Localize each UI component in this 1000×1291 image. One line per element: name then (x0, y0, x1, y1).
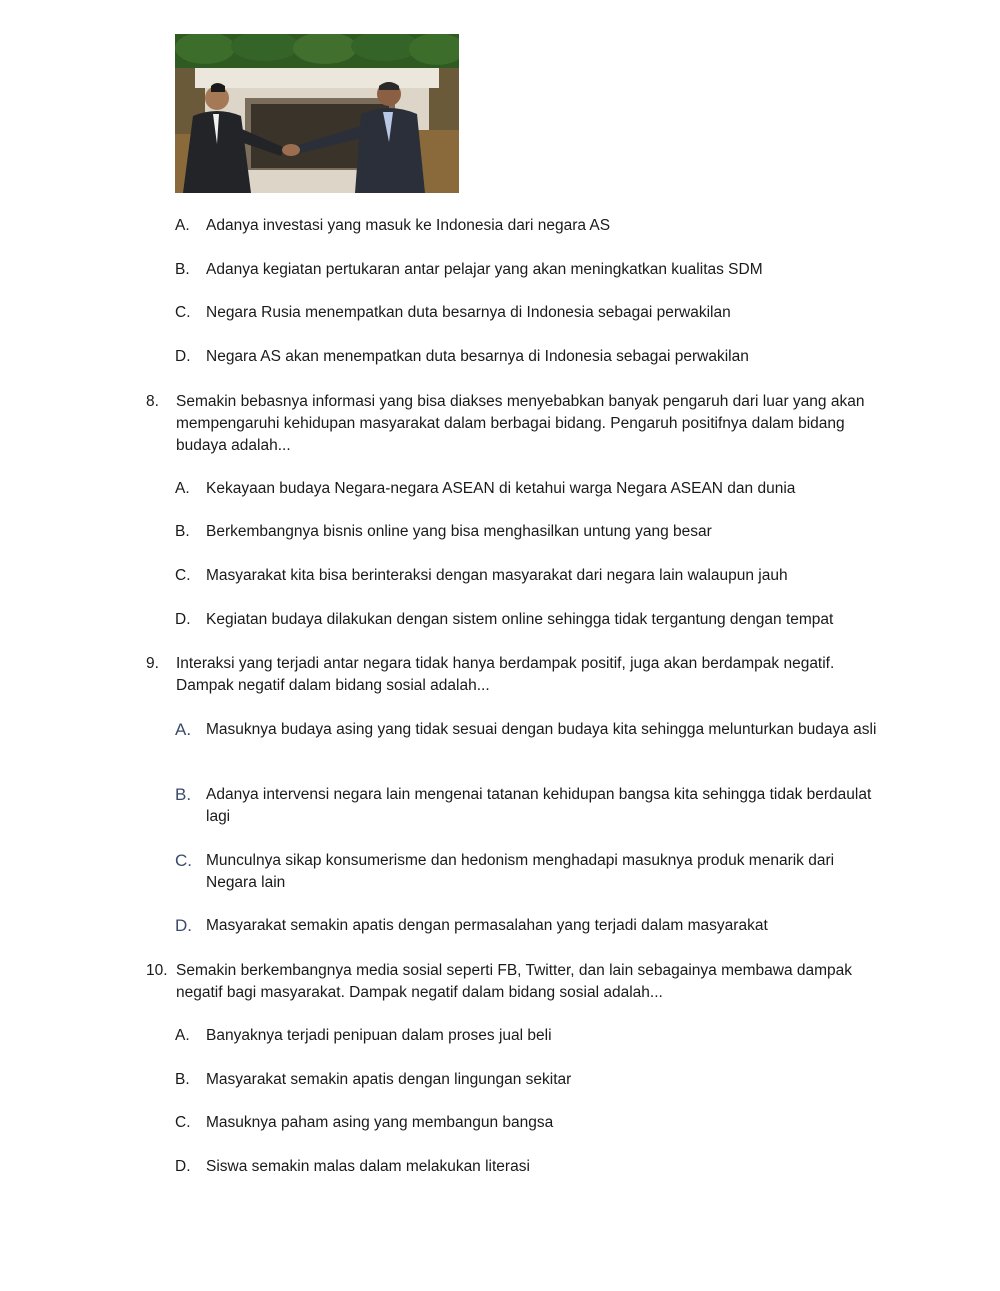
q8-option-b[interactable] (175, 521, 885, 543)
option-letter: D. (175, 1158, 191, 1175)
question-8 (146, 391, 886, 457)
option-letter: A. (175, 480, 190, 497)
option-text: Adanya kegiatan pertukaran antar pelajar yang akan meningkatkan kualitas SDM (206, 261, 763, 278)
option-text: Kegiatan budaya dilakukan dengan sistem online sehingga tidak tergantung dengan tempat (206, 611, 834, 628)
option-text: Masuknya paham asing yang membangun bangsa (206, 1114, 554, 1131)
q7-option-c[interactable] (175, 302, 885, 324)
question-number: 10. (146, 962, 168, 979)
question-text: Semakin bebasnya informasi yang bisa diakses menyebabkan banyak pengaruh dari luar yang akan mempengaruhi kehidupan masyarakat dalam berbagai bidang. Pengaruh positifnya dalam bidang budaya adalah... (176, 393, 865, 454)
option-text: Masyarakat semakin apatis dengan permasalahan yang terjadi dalam masyarakat (206, 917, 768, 934)
option-text: Adanya intervensi negara lain mengenai tatanan kehidupan bangsa kita sehingga tidak berdaulat lagi (206, 786, 872, 825)
question-number: 9. (146, 655, 159, 672)
option-letter: B. (175, 785, 192, 804)
option-letter: C. (175, 1114, 191, 1131)
q10-option-a[interactable] (175, 1025, 885, 1047)
q8-option-c[interactable] (175, 565, 885, 587)
option-letter: C. (175, 851, 192, 870)
option-letter: A. (175, 720, 192, 739)
q9-option-d[interactable] (175, 915, 885, 937)
q10-option-d[interactable] (175, 1156, 885, 1178)
question-text: Interaksi yang terjadi antar negara tidak hanya berdampak positif, juga akan berdampak negatif. Dampak negatif dalam bidang sosial adalah... (176, 655, 835, 694)
q9-option-b[interactable] (175, 784, 885, 828)
option-text: Negara Rusia menempatkan duta besarnya di Indonesia sebagai perwakilan (206, 304, 731, 321)
option-letter: C. (175, 304, 191, 321)
q10-option-c[interactable] (175, 1112, 885, 1134)
option-text: Kekayaan budaya Negara-negara ASEAN di ketahui warga Negara ASEAN dan dunia (206, 480, 796, 497)
q10-option-b[interactable] (175, 1069, 885, 1091)
option-text: Masyarakat semakin apatis dengan lingungan sekitar (206, 1071, 572, 1088)
option-text: Adanya investasi yang masuk ke Indonesia dari negara AS (206, 217, 611, 234)
option-letter: A. (175, 217, 190, 234)
option-text: Masuknya budaya asing yang tidak sesuai dengan budaya kita sehingga melunturkan budaya asli (206, 721, 877, 738)
option-letter: B. (175, 1071, 190, 1088)
option-text: Munculnya sikap konsumerisme dan hedonism menghadapi masuknya produk menarik dari Negara lain (206, 852, 835, 891)
option-letter: B. (175, 261, 190, 278)
q7-option-a[interactable] (175, 215, 885, 237)
option-letter: C. (175, 567, 191, 584)
q9-option-c[interactable] (175, 850, 885, 894)
question-text: Semakin berkembangnya media sosial seperti FB, Twitter, dan lain sebagainya membawa dampak negatif bagi masyarakat. Dampak negatif dalam bidang sosial adalah... (176, 962, 853, 1001)
option-text: Negara AS akan menempatkan duta besarnya di Indonesia sebagai perwakilan (206, 348, 749, 365)
option-text: Berkembangnya bisnis online yang bisa menghasilkan untung yang besar (206, 523, 712, 540)
option-letter: D. (175, 916, 192, 935)
handshake-photo (175, 34, 459, 193)
option-letter: A. (175, 1027, 190, 1044)
option-text: Siswa semakin malas dalam melakukan literasi (206, 1158, 530, 1175)
option-letter: B. (175, 523, 190, 540)
question-9 (146, 653, 886, 697)
q9-option-a[interactable] (175, 719, 885, 741)
option-letter: D. (175, 348, 191, 365)
option-text: Masyarakat kita bisa berinteraksi dengan masyarakat dari negara lain walaupun jauh (206, 567, 788, 584)
question-number: 8. (146, 393, 159, 410)
q8-option-a[interactable] (175, 478, 885, 500)
q7-option-b[interactable] (175, 259, 885, 281)
option-text: Banyaknya terjadi penipuan dalam proses jual beli (206, 1027, 552, 1044)
q8-option-d[interactable] (175, 609, 885, 631)
option-letter: D. (175, 611, 191, 628)
q7-option-d[interactable] (175, 346, 885, 368)
question-10 (146, 960, 886, 1004)
